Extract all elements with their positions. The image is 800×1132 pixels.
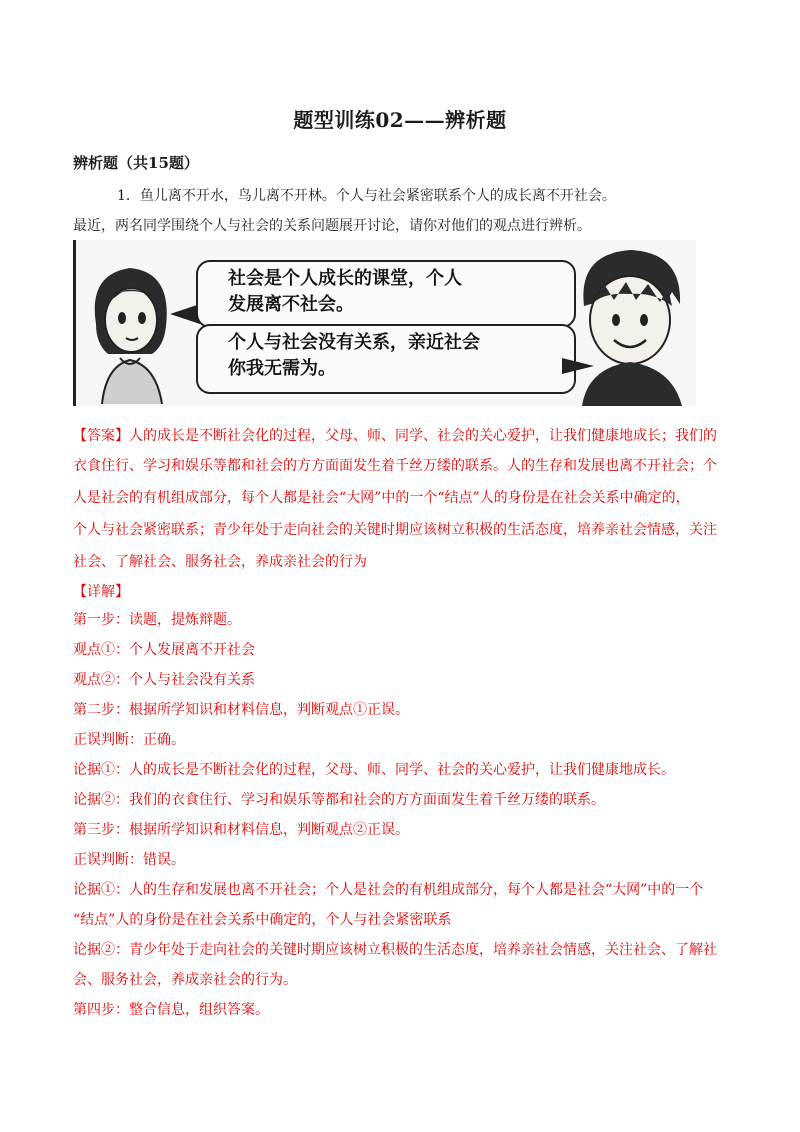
viewpoint-2: 观点②：个人与社会没有关系 (73, 672, 255, 688)
step-4: 第四步：整合信息，组织答案。 (73, 1002, 269, 1018)
argument-2-1-line2: “结点”人的身份是在社会关系中确定的，个人与社会紧密联系 (73, 912, 452, 928)
speech-bubble-2-line1: 个人与社会没有关系，亲近社会 (228, 332, 480, 353)
question-prompt: 最近，两名同学围绕个人与社会的关系问题展开讨论，请你对他们的观点进行辨析。 (73, 218, 591, 234)
section-heading: 辨析题（共15题） (73, 154, 199, 172)
argument-1-1: 论据①：人的成长是不断社会化的过程，父母、师、同学、社会的关心爱护，让我们健康地成长。 (73, 762, 675, 778)
answer-line-2: 衣食住行、学习和娱乐等都和社会的方方面面发生着千丝万缕的联系。人的生存和发展也离不开社会；个 (73, 458, 717, 474)
cartoon-illustration (73, 240, 696, 406)
speech-bubble-2 (196, 324, 576, 394)
step-3: 第三步：根据所学知识和材料信息，判断观点②正误。 (73, 822, 409, 838)
girl-figure (82, 254, 178, 404)
answer-line-4: 个人与社会紧密联系；青少年处于走向社会的关键时期应该树立积极的生活态度，培养亲社会情感，关注 (73, 522, 717, 538)
answer-tag: 【答案】 (73, 428, 129, 444)
answer-line-1 (73, 426, 717, 446)
speech-bubble-1 (196, 260, 576, 328)
argument-2-2-line2: 会、服务社会，养成亲社会的行为。 (73, 972, 297, 988)
answer-line-3: 人是社会的有机组成部分，每个人都是社会“大网”中的一个“结点”人的身份是在社会关系中确定的， (73, 490, 690, 506)
argument-2-1-line1: 论据①：人的生存和发展也离不开社会；个人是社会的有机组成部分，每个人都是社会“大网”中的一个 (73, 882, 704, 898)
viewpoint-1: 观点①：个人发展离不开社会 (73, 642, 255, 658)
boy-figure (564, 244, 694, 406)
step-1: 第一步：读题，提炼辩题。 (73, 612, 241, 628)
answer-line-5: 社会、了解社会、服务社会，养成亲社会的行为 (73, 554, 367, 570)
page-title: 题型训练02——辨析题 (293, 108, 507, 132)
judgement-2: 正误判断：错误。 (73, 852, 185, 868)
speech-bubble-2-line2: 你我无需为。 (228, 358, 336, 379)
step-2: 第二步：根据所学知识和材料信息，判断观点①正误。 (73, 702, 409, 718)
argument-2-2-line1: 论据②：青少年处于走向社会的关键时期应该树立积极的生活态度，培养亲社会情感，关注社会、了解社 (73, 942, 717, 958)
judgement-1: 正误判断：正确。 (73, 732, 185, 748)
detail-tag: 【详解】 (73, 584, 129, 600)
argument-1-2: 论据②：我们的衣食住行、学习和娱乐等都和社会的方方面面发生着千丝万缕的联系。 (73, 792, 605, 808)
speech-bubble-1-line1: 社会是个人成长的课堂，个人 (228, 268, 462, 289)
answer-text-1: 人的成长是不断社会化的过程，父母、师、同学、社会的关心爱护，让我们健康地成长；我们的 (129, 428, 717, 444)
question-text: 1．鱼儿离不开水，鸟儿离不开林。个人与社会紧密联系个人的成长离不开社会。 (117, 188, 616, 204)
speech-bubble-1-line2: 发展离不社会。 (228, 294, 354, 315)
